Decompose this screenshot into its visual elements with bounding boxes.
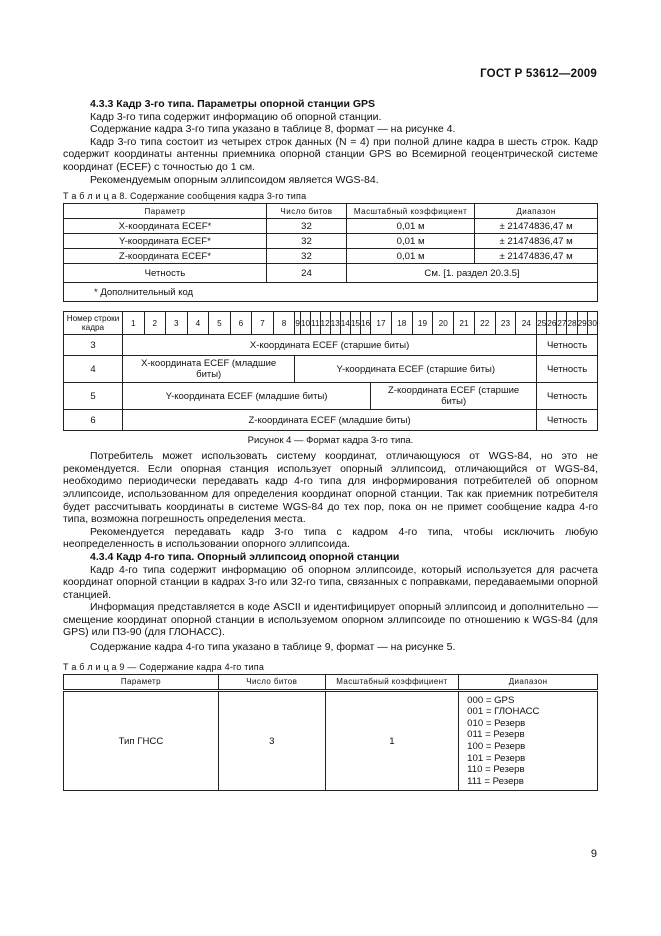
paragraph: Содержание кадра 4-го типа указано в таблице 9, формат — на рисунке 5. xyxy=(90,641,456,654)
bit-number: 22 xyxy=(474,312,495,335)
cell: 1 xyxy=(325,690,459,791)
bit-number: 11 xyxy=(311,312,321,335)
bit-number: 21 xyxy=(454,312,475,335)
paragraph: Потребитель может использовать систему координат, отличающуюся от WGS-84, но это не рекомендуется. Если опорная станция использует опорный эллипсоид, отличающийся от WGS-84, необходимо периодически передавать кадр 4-го типа для информирования потребителей об опорном эллипсоиде, использованном для определения координат опорной станции. Так как приемник потребителя будет рассчитывать координаты в системе WGS-84 до тех пор, пока он не примет сообщение кадра 4-го типа, возможна погрешность определения места. xyxy=(63,450,598,526)
col-header: Диапазон xyxy=(475,204,598,219)
bit-number: 27 xyxy=(557,312,567,335)
bit-number: 15 xyxy=(350,312,360,335)
cell: ± 21474836,47 м xyxy=(475,219,598,234)
cell: 32 xyxy=(266,234,346,249)
bit-number: 17 xyxy=(371,312,392,335)
range-value: 101 = Резерв xyxy=(467,752,526,764)
row-number: 4 xyxy=(64,356,123,383)
cell: ± 21474836,47 м xyxy=(475,234,598,249)
bit-number: 23 xyxy=(495,312,516,335)
bit-number: 13 xyxy=(330,312,340,335)
page-content xyxy=(63,98,598,791)
bit-number: 20 xyxy=(433,312,454,335)
page-number: 9 xyxy=(590,848,597,860)
row-number-header: Номер строки кадра xyxy=(64,312,123,335)
table-row xyxy=(64,264,598,283)
paragraph: Кадр 3-го типа содержит информацию об опорной станции. xyxy=(90,110,382,123)
range-value: 110 = Резерв xyxy=(467,764,525,776)
figure-4-caption: Рисунок 4 — Формат кадра 3-го типа. xyxy=(247,435,414,447)
cell: 24 xyxy=(266,264,346,283)
bit-number: 28 xyxy=(567,312,577,335)
col-header: Диапазон xyxy=(459,674,598,690)
field-cell: X-координата ECEF (младшие биты) xyxy=(123,356,295,383)
bit-number: 19 xyxy=(412,312,433,335)
paragraph: Рекомендуется передавать кадр 3-го типа с кадром 4-го типа, чтобы исключить любую неопределенность в использовании опорного эллипсоида. xyxy=(63,525,598,551)
bit-number: 14 xyxy=(340,312,350,335)
row-number: 5 xyxy=(64,383,123,410)
cell: 0,01 м xyxy=(347,234,475,249)
bit-number: 5 xyxy=(209,312,231,335)
field-cell: Y-координата ECEF (старшие биты) xyxy=(295,356,537,383)
paragraph: Содержание кадра 3-го типа указано в таблице 8, формат — на рисунке 4. xyxy=(90,123,456,136)
table-9 xyxy=(63,674,598,792)
document-header: ГОСТ Р 53612—2009 xyxy=(480,68,597,80)
cell: 3 xyxy=(218,690,325,791)
table-row xyxy=(64,234,598,249)
bit-number: 4 xyxy=(187,312,209,335)
bit-number: 24 xyxy=(516,312,537,335)
table-footnote-row xyxy=(64,283,598,302)
section-434-heading: 4.3.4 Кадр 4-го типа. Опорный эллипсоид опорной станции xyxy=(90,550,400,563)
cell: См. [1. раздел 20.3.5] xyxy=(347,264,598,283)
paragraph: Кадр 3-го типа состоит из четырех строк данных (N = 4) при полной длине кадра в шесть строк. Кадр содержит координаты антенны приемника опорной станции GPS во Всемирной геоцентрической системе координат (ECEF) с точностью до 1 см. xyxy=(63,135,598,173)
cell: Z-координата ECEF* xyxy=(64,249,267,264)
bit-number: 16 xyxy=(360,312,370,335)
cell: Y-координата ECEF* xyxy=(64,234,267,249)
table-9-caption: Т а б л и ц а 9 — Содержание кадра 4-го типа xyxy=(63,661,265,672)
bit-number: 18 xyxy=(391,312,412,335)
range-value: 100 = Резерв xyxy=(467,741,526,753)
col-header: Число битов xyxy=(266,204,346,219)
table-footnote: * Дополнительный код xyxy=(64,283,598,302)
bit-number: 26 xyxy=(547,312,557,335)
paragraph: Рекомендуемым опорным эллипсоидом является WGS-84. xyxy=(90,173,379,186)
bit-number: 2 xyxy=(144,312,166,335)
col-header: Масштабный коэффициент xyxy=(325,674,459,690)
col-header: Число битов xyxy=(218,674,325,690)
row-number: 3 xyxy=(64,335,123,356)
range-value: 001 = ГЛОНАСС xyxy=(467,706,540,718)
cell: 0,01 м xyxy=(347,219,475,234)
row-number: 6 xyxy=(64,410,123,431)
range-cell xyxy=(459,690,598,791)
bit-number: 25 xyxy=(537,312,547,335)
section-433-heading: 4.3.3 Кадр 3-го типа. Параметры опорной станции GPS xyxy=(90,98,376,110)
range-value: 010 = Резерв xyxy=(467,717,526,729)
table-row xyxy=(64,249,598,264)
cell: Четность xyxy=(64,264,267,283)
cell: 32 xyxy=(266,249,346,264)
bit-number: 30 xyxy=(587,312,597,335)
bit-number: 9 xyxy=(295,312,301,335)
paragraph: Информация представляется в коде ASCII и идентифицирует опорный эллипсоид и дополнительно — смещение координат опорной станции в используемом опорном эллипсоиде по отношению к WGS-84 (для GPS) или ПЗ-90 (для ГЛОНАСС). xyxy=(63,601,598,639)
bit-number: 3 xyxy=(166,312,188,335)
cell: ± 21474836,47 м xyxy=(475,249,598,264)
bit-number: 7 xyxy=(252,312,274,335)
field-cell: Z-координата ECEF (старшие биты) xyxy=(371,383,537,410)
col-header: Параметр xyxy=(64,674,219,690)
range-value: 011 = Резерв xyxy=(467,729,525,741)
bit-number: 29 xyxy=(577,312,587,335)
field-cell: X-координата ECEF (старшие биты) xyxy=(123,335,537,356)
table-row xyxy=(64,219,598,234)
range-value: 111 = Резерв xyxy=(467,775,524,787)
bit-number: 12 xyxy=(320,312,330,335)
bit-number: 8 xyxy=(273,312,295,335)
paragraph: Кадр 4-го типа содержит информацию об опорном эллипсоиде, который используется для расчета координат опорной станции в кадрах 3-го или 32-го типа, связанных с поправками, передаваемыми опорной станцией. xyxy=(63,563,598,601)
parity-cell: Четность xyxy=(537,356,598,383)
parity-cell: Четность xyxy=(537,335,598,356)
table-row xyxy=(64,690,598,791)
table-8 xyxy=(63,203,598,302)
figure-4-format-table xyxy=(63,311,598,431)
bit-number: 10 xyxy=(300,312,310,335)
parity-cell: Четность xyxy=(537,410,598,431)
cell: 0,01 м xyxy=(347,249,475,264)
cell: 32 xyxy=(266,219,346,234)
table-8-caption: Т а б л и ц а 8. Содержание сообщения кадра 3-го типа xyxy=(63,191,307,202)
range-value: 000 = GPS xyxy=(467,694,515,706)
parity-cell: Четность xyxy=(537,383,598,410)
bit-number: 1 xyxy=(123,312,145,335)
field-cell: Y-координата ECEF (младшие биты) xyxy=(123,383,371,410)
col-header: Масштабный коэффициент xyxy=(347,204,475,219)
field-cell: Z-координата ECEF (младшие биты) xyxy=(123,410,537,431)
col-header: Параметр xyxy=(64,204,267,219)
bit-number: 6 xyxy=(230,312,252,335)
cell: Тип ГНСС xyxy=(64,690,219,791)
cell: X-координата ECEF* xyxy=(64,219,267,234)
